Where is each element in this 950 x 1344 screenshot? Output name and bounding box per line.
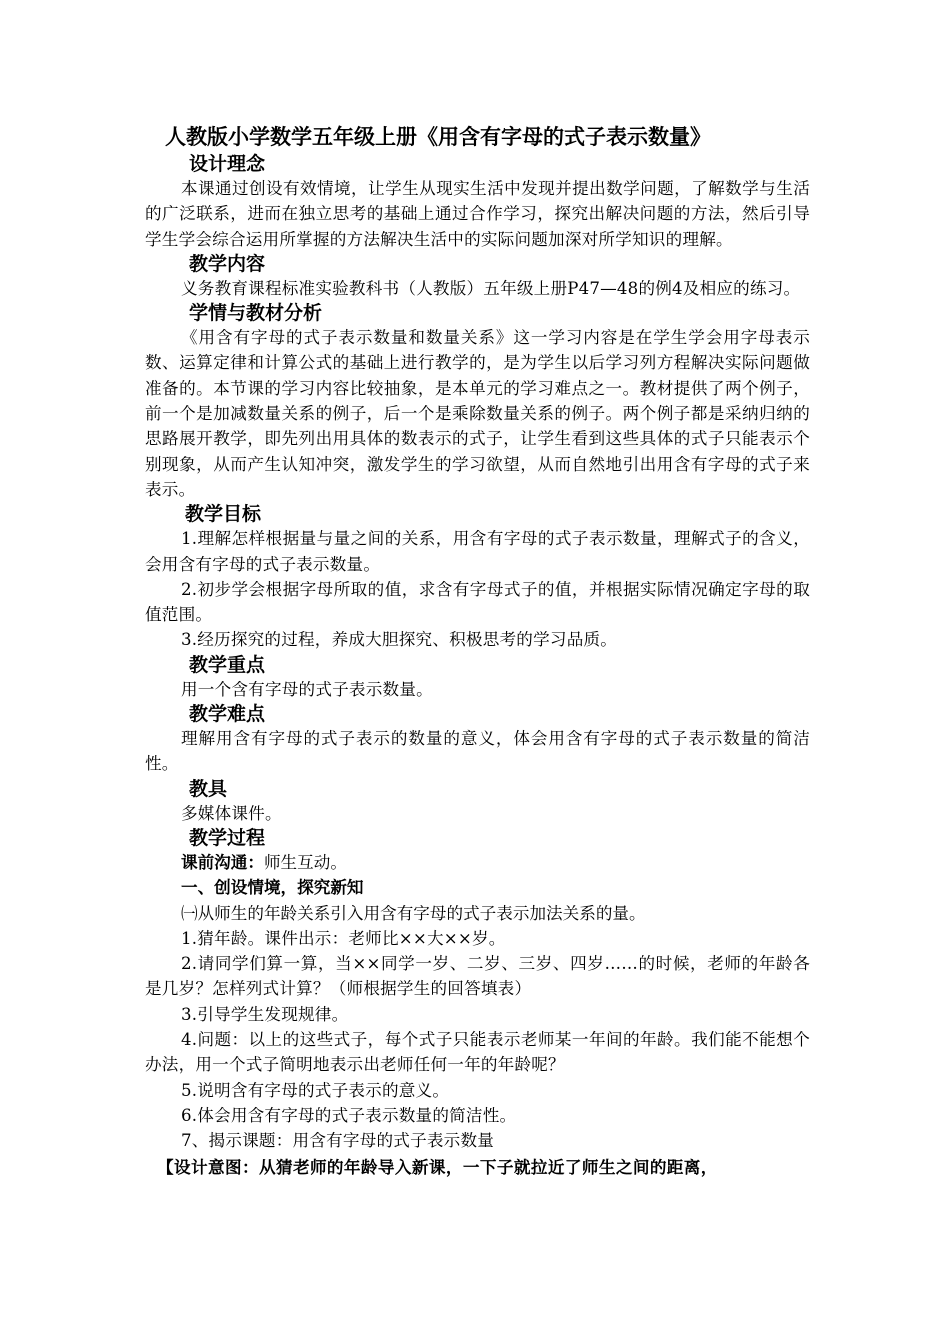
heading-goals: 教学目标 (185, 503, 262, 526)
process-step-7: 7、揭示课题：用含有字母的式子表示数量 (181, 1131, 495, 1151)
pre-class-label: 课前沟通： (181, 852, 264, 872)
part-one-heading (145, 875, 810, 900)
heading-difficulty: 教学难点 (189, 703, 266, 726)
paragraph-design-concept: 本课通过创设有效情境，让学生从现实生活中发现并提出数学问题，了解数学与生活的广泛联系，进而在独立思考的基础上通过合作学习，探究出解决问题的方法，然后引导学生学会综合运用所掌握的方法解决生活中的实际问题加深对所学知识的理解。 (145, 179, 810, 249)
heading-content: 教学内容 (189, 252, 266, 275)
heading-design-concept: 设计理念 (189, 153, 266, 175)
process-step-6: 6.体会用含有字母的式子表示数量的简洁性。 (181, 1105, 517, 1125)
heading-analysis: 学情与教材分析 (189, 302, 323, 325)
document-page (145, 122, 810, 1180)
goal-item-1: 1.理解怎样根据量与量之间的关系，用含有字母的式子表示数量，理解式子的含义，会用含有字母的式子表示数量。 (145, 529, 810, 574)
process-step-4: 4.问题：以上的这些式子，每个式子只能表示老师某一年间的年龄。我们能不能想个办法，用一个式子简明地表示出老师任何一年的年龄呢？ (145, 1030, 810, 1075)
goal-item-3: 3.经历探究的过程，养成大胆探究、积极思考的学习品质。 (181, 630, 618, 650)
heading-tools: 教具 (189, 777, 228, 800)
paragraph-difficulty: 理解用含有字母的式子表示的数量的意义，体会用含有字母的式子表示数量的简洁性。 (145, 729, 810, 774)
pre-class-line (145, 850, 810, 875)
paragraph-key-point: 用一个含有字母的式子表示数量。 (181, 679, 433, 699)
paragraph-content: 义务教育课程标准实验教科书（人教版）五年级上册P47—48的例4及相应的练习。 (181, 278, 801, 298)
goal-item-2: 2.初步学会根据字母所取的值，求含有字母式子的值，并根据实际情况确定字母的取值范围。 (145, 579, 810, 625)
pre-class-text: 师生互动。 (263, 852, 347, 872)
heading-key-point: 教学重点 (189, 653, 266, 676)
paragraph-tools: 多媒体课件。 (181, 803, 282, 823)
sub-one-heading: ㈠从师生的年龄关系引入用含有字母的式子表示加法关系的量。 (181, 903, 646, 923)
heading-process: 教学过程 (189, 826, 266, 849)
part-one-title: 一、创设情境，探究新知 (181, 878, 364, 898)
document-title: 人教版小学数学五年级上册《用含有字母的式子表示数量》 (165, 125, 711, 149)
design-intent-note: 【设计意图：从猜老师的年龄导入新课，一下子就拉近了师生之间的距离， (157, 1156, 718, 1177)
paragraph-analysis: 《用含有字母的式子表示数量和数量关系》这一学习内容是在学生学会用字母表示数、运算定律和计算公式的基础上进行教学的，是为学生以后学习列方程解决实际问题做准备的。本节课的学习内容比较抽象，是本单元的学习难点之一。教材提供了两个例子，前一个是加减数量关系的例子，后一个是乘除数量关系的例子。两个例子都是采纳归纳的思路展开教学，即先列出用具体的数表示的式子，让学生看到这些具体的式子只能表示个别现象，从而产生认知冲突，激发学生的学习欲望，从而自然地引出用含有字母的式子来表示。 (145, 328, 810, 499)
process-step-1: 1.猜年龄。课件出示：老师比××大××岁。 (181, 928, 506, 948)
process-step-5: 5.说明含有字母的式子表示的意义。 (181, 1080, 450, 1100)
process-step-2: 2.请同学们算一算，当××同学一岁、二岁、三岁、四岁……的时候，老师的年龄各是几岁？怎样列式计算？（师根据学生的回答填表） (145, 954, 810, 999)
process-step-3: 3.引导学生发现规律。 (181, 1004, 349, 1024)
